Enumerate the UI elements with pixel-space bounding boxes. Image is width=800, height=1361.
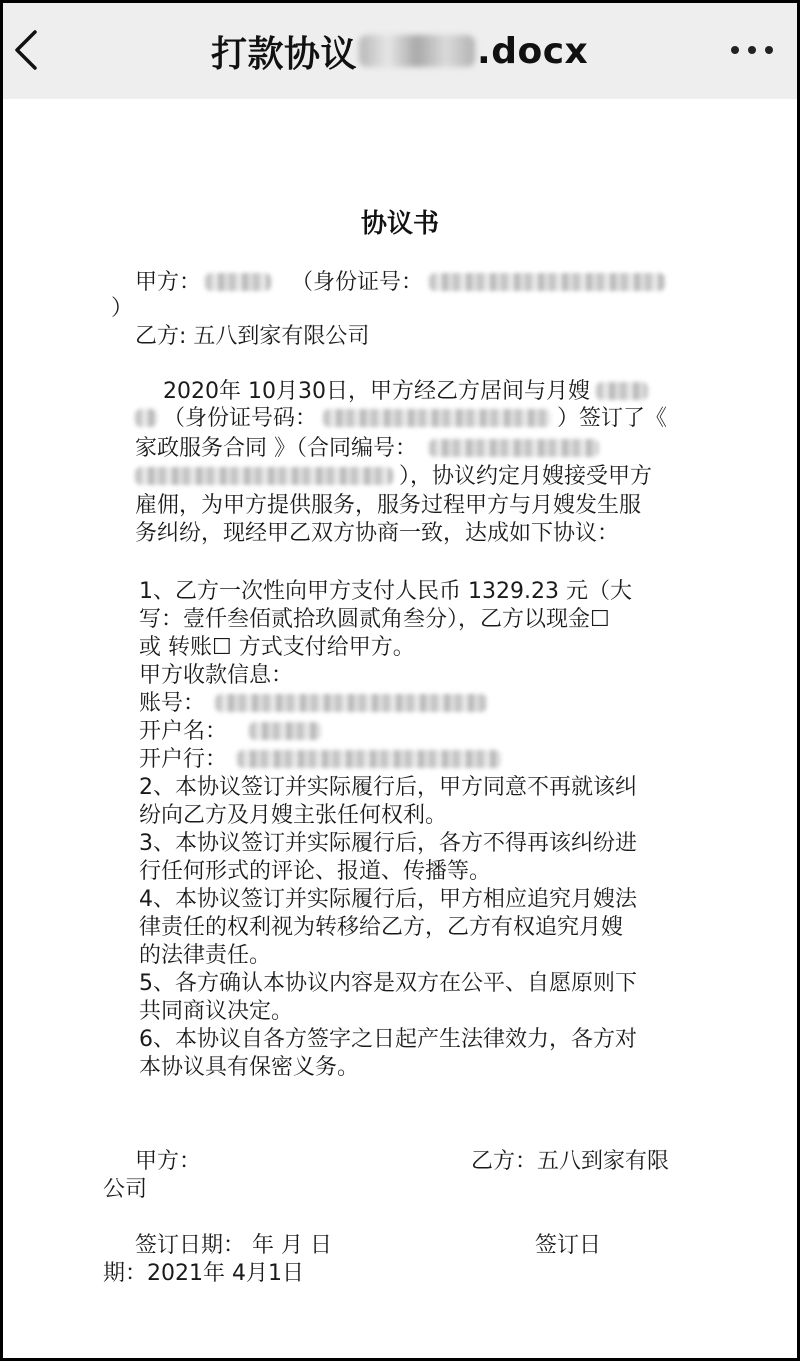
intro-line-3 — [135, 435, 599, 463]
redacted-bank-name — [237, 750, 501, 768]
clause-6-line-2: 本协议具有保密义务。 — [139, 1055, 360, 1080]
account-name-line — [139, 718, 321, 746]
clause-5-line-2: 共同商议决定。 — [139, 999, 294, 1024]
document-heading: 协议书 — [360, 209, 439, 239]
redacted-name — [135, 409, 157, 427]
intro-text: 2020年 10月30日，甲方经乙方居间与月嫂 — [163, 379, 590, 404]
sign-date-a: 签订日期： 年 月 日 — [135, 1233, 332, 1258]
signature-party-b-cont: 公司 — [103, 1177, 148, 1202]
party-b-line: 乙方: 五八到家有限公司 — [135, 324, 370, 349]
sign-date-b-cont: 期：2021年 4月1日 — [103, 1261, 304, 1286]
intro-text: ），协议约定月嫂接受甲方 — [399, 464, 653, 489]
party-a-id-close: ） — [111, 296, 134, 321]
signature-party-a: 甲方： — [135, 1149, 202, 1174]
redacted-name — [205, 273, 271, 291]
intro-line-1 — [163, 378, 648, 406]
clause-3-line-2: 行任何形式的评论、报道、传播等。 — [139, 859, 492, 884]
intro-line-6: 务纠纷，现经甲乙双方协商一致，达成如下协议： — [135, 521, 620, 546]
redacted-account-name — [249, 722, 321, 740]
party-a-label: 甲方： — [135, 270, 202, 295]
intro-line-5: 雇佣，为甲方提供服务，服务过程甲方与月嫂发生服 — [135, 493, 642, 518]
party-a-line — [135, 269, 665, 297]
clause-4-line-2: 律责任的权利视为转移给乙方，乙方有权追究月嫂 — [139, 915, 624, 940]
payee-info-label: 甲方收款信息： — [139, 663, 294, 688]
clause-2-line-1: 2、本协议签订并实际履行后，甲方同意不再就该纠 — [139, 775, 637, 800]
clause-5-line-1: 5、各方确认本协议内容是双方在公平、自愿原则下 — [139, 971, 637, 996]
more-horizontal-icon[interactable] — [731, 43, 775, 57]
document-viewer — [3, 3, 797, 1358]
redacted-id-number — [323, 409, 551, 427]
clause-6-line-1: 6、本协议自各方签字之日起产生法律效力，各方对 — [139, 1027, 637, 1052]
top-bar — [3, 3, 797, 99]
redacted-id-number — [429, 273, 665, 291]
account-line — [139, 690, 487, 718]
file-title-prefix: 打款协议 — [211, 33, 358, 75]
signature-party-b: 乙方：五八到家有限 — [471, 1149, 670, 1174]
document-body — [3, 99, 797, 1358]
sign-date-b: 签订日 — [535, 1233, 602, 1258]
clause-4-line-1: 4、本协议签订并实际履行后，甲方相应追究月嫂法 — [139, 887, 637, 912]
chevron-left-icon[interactable] — [11, 29, 41, 71]
account-label: 账号： — [139, 691, 206, 716]
bank-label: 开户行： — [139, 747, 228, 772]
intro-text: 家政服务合同 》（合同编号： — [135, 436, 417, 461]
redacted-contract-number — [429, 439, 599, 457]
file-title-suffix: .docx — [477, 30, 589, 72]
clause-4-line-3: 的法律责任。 — [139, 943, 272, 968]
bank-line — [139, 746, 501, 774]
account-name-label: 开户名： — [139, 719, 228, 744]
party-a-id-label: （身份证号： — [291, 270, 424, 295]
clause-1-line-1: 1、乙方一次性向甲方支付人民币 1329.23 元（大 — [139, 579, 632, 604]
clause-3-line-1: 3、本协议签订并实际履行后，各方不得再该纠纷进 — [139, 831, 637, 856]
redacted-account-number — [215, 694, 487, 712]
intro-line-2 — [135, 405, 667, 433]
clause-2-line-2: 纷向乙方及月嫂主张任何权利。 — [139, 803, 448, 828]
redacted-name — [359, 35, 475, 67]
file-title — [211, 21, 588, 81]
clause-1-line-3: 或 转账☐ 方式支付给甲方。 — [139, 635, 415, 660]
clause-1-line-2: 写：壹仟叁佰贰拾玖圆贰角叁分），乙方以现金☐ — [139, 607, 610, 632]
redacted-contract-number — [135, 467, 393, 485]
intro-line-4 — [135, 463, 652, 491]
redacted-name — [596, 382, 648, 400]
intro-text: ）签订了《 — [557, 406, 668, 431]
intro-text: （身份证号码： — [163, 406, 318, 431]
